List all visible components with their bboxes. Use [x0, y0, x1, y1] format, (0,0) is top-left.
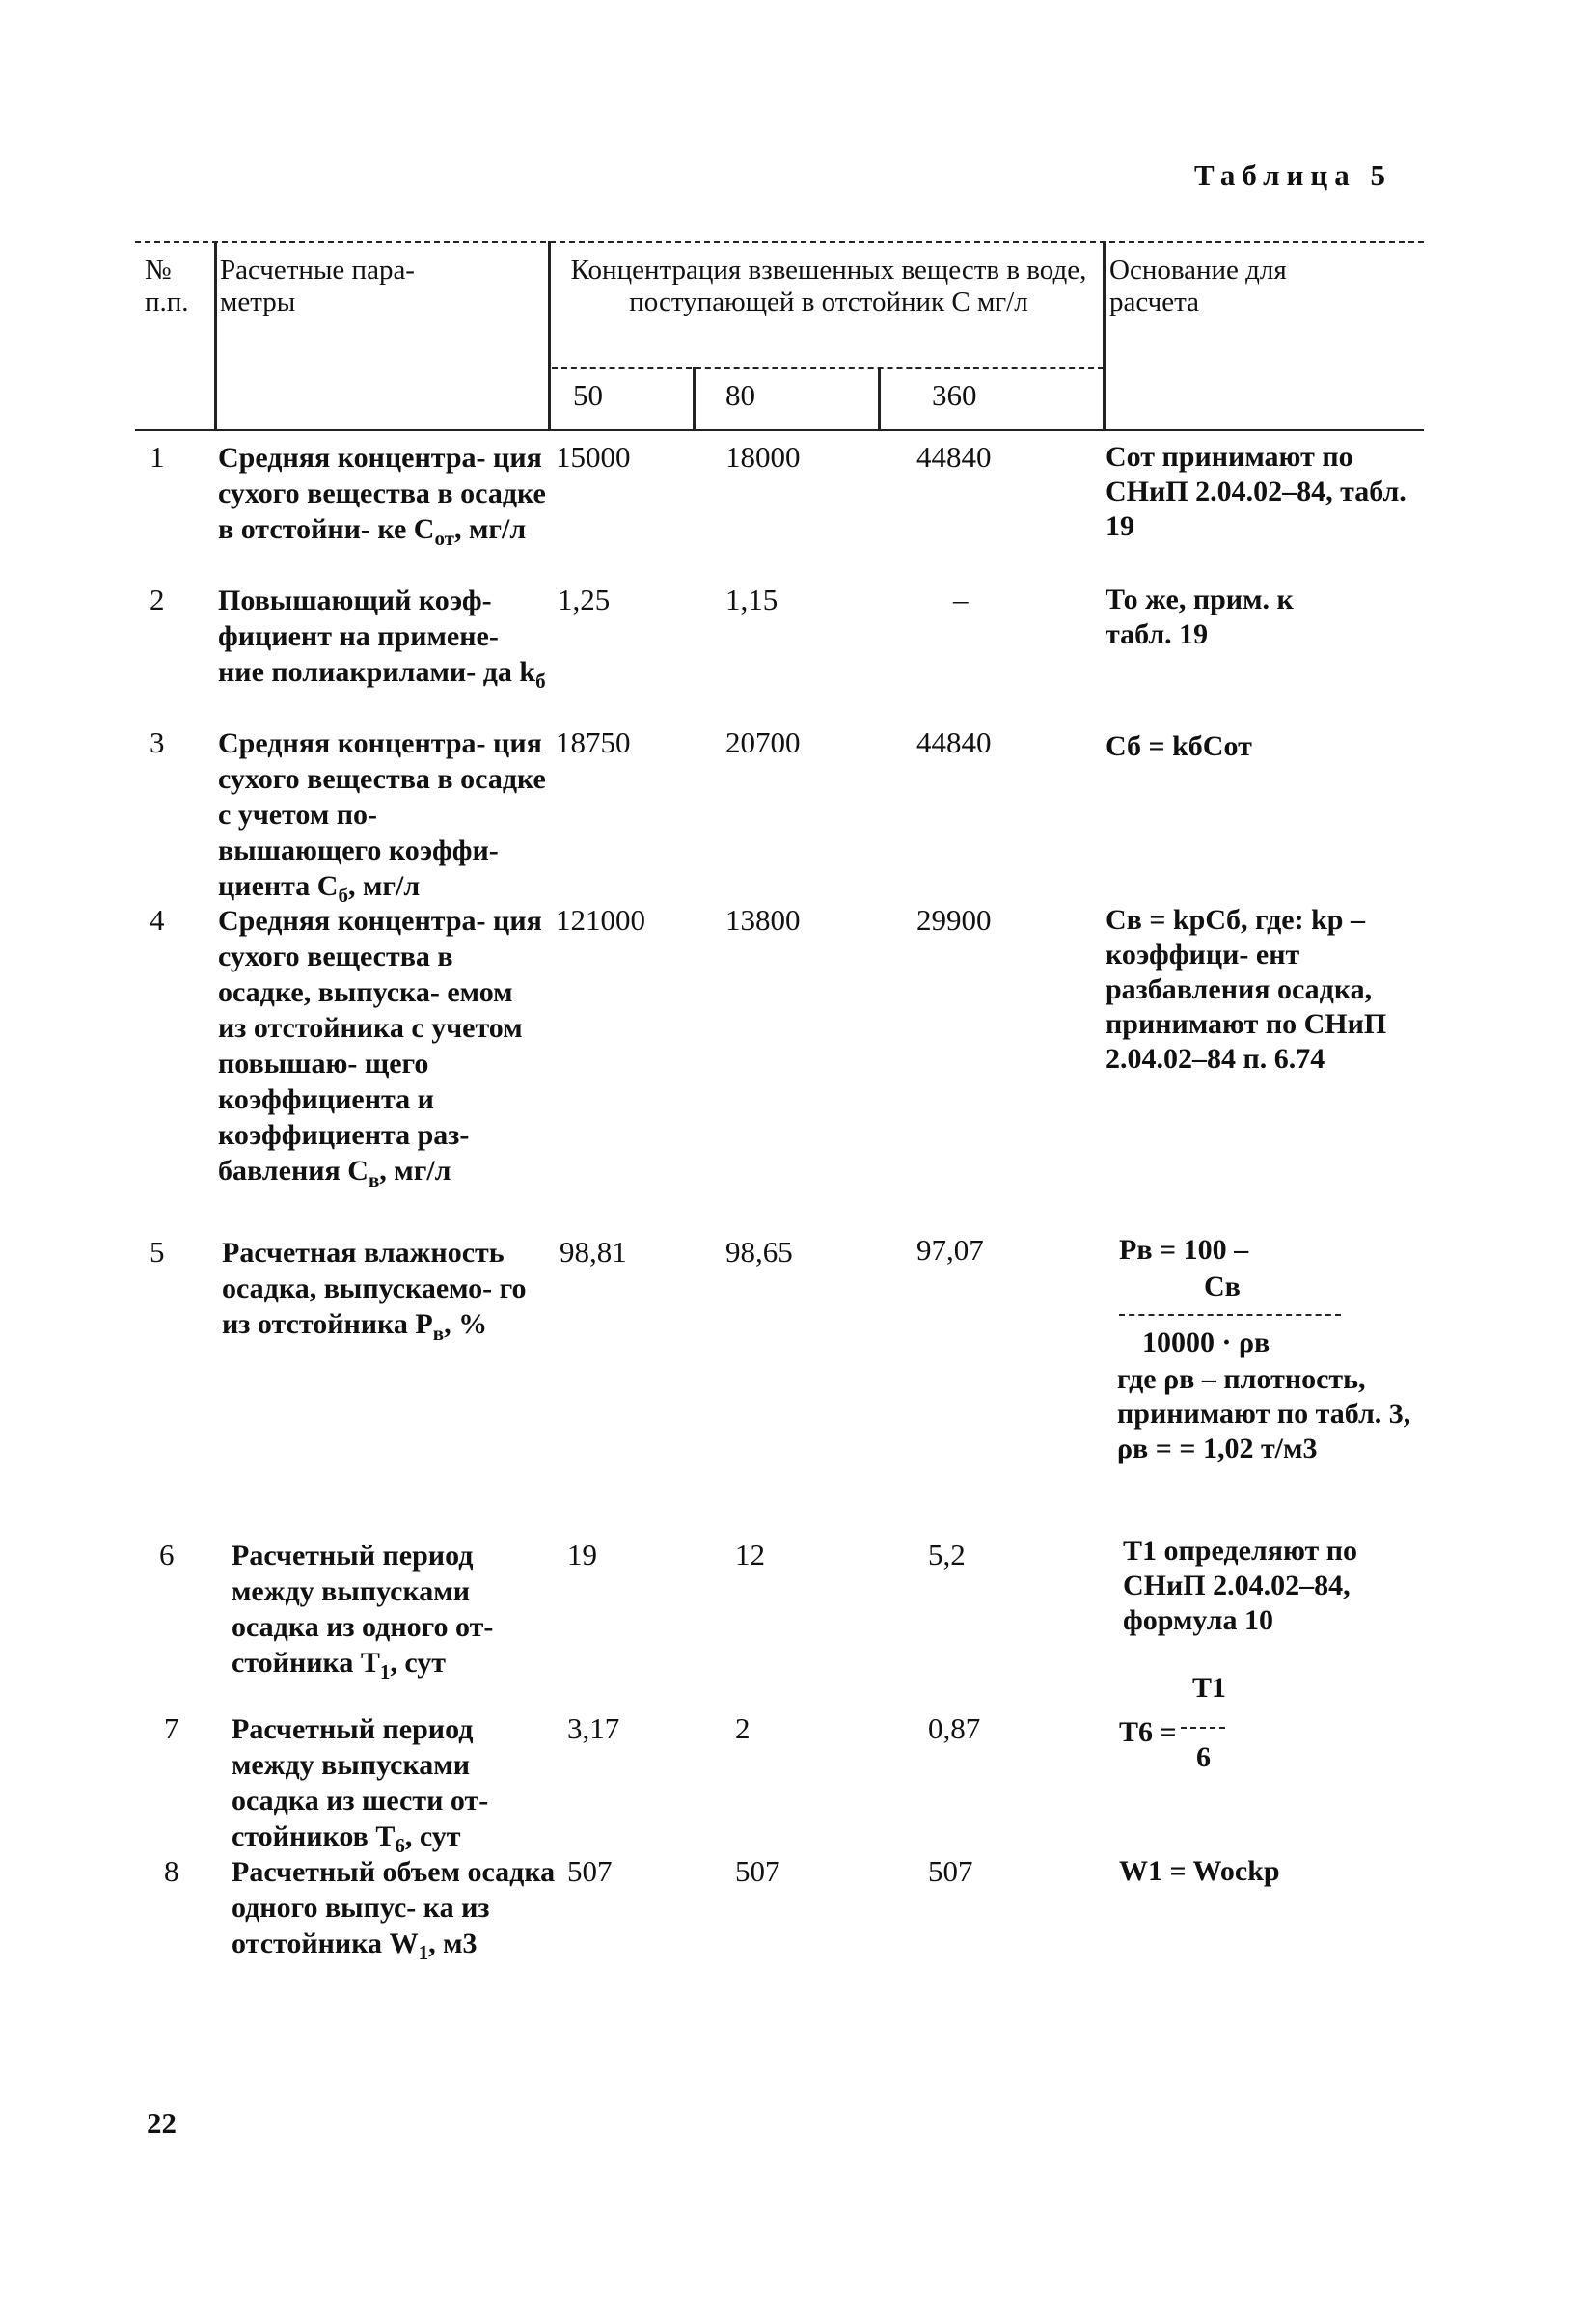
row-1-value-360: 44840 — [916, 440, 992, 474]
col-divider-4 — [878, 367, 881, 431]
row-6-param: Расчетный период между выпусками осадка из одного от- стойника $Т_1$, сут — [232, 1540, 494, 1683]
row-4-value-50: 121000 — [556, 903, 645, 937]
row-5-fraction-bar — [1119, 1314, 1341, 1316]
header-conc-80: 80 — [725, 378, 755, 412]
row-7-value-50: 3,17 — [567, 1711, 620, 1745]
row-3-param: Средняя концентра- ция сухого вещества в осадке с учетом по- вышающего коэффи- циента $С_б$, мг/л — [218, 727, 546, 907]
row-7-param: Расчетный период между выпусками осадка из шести от- стойников $Т_6$, сут — [232, 1713, 489, 1857]
col-divider-3 — [693, 367, 696, 431]
row-8-value-360: 507 — [928, 1854, 973, 1888]
row-6-value-80: 12 — [735, 1538, 765, 1572]
row-2-basis: То же, прим. к табл. 19 — [1106, 584, 1294, 650]
row-5-basis-formula: Рв = 100 – — [1119, 1234, 1249, 1266]
row-6-basis: Т1 определяют по СНиП 2.04.02–84, формула 10 — [1123, 1535, 1358, 1636]
header-concentration: Концентрация взвешенных веществ в воде, поступающей в отстойник С мг/л — [570, 255, 1087, 317]
row-5-value-360: 97,07 — [916, 1233, 984, 1267]
row-6-no: 6 — [159, 1538, 175, 1572]
row-2-no: 2 — [150, 583, 165, 616]
row-8-param: Расчетный объем осадка одного выпус- ка из отстойника $W_1$, м3 — [232, 1856, 556, 1964]
row-5-param: Расчетная влажность осадка, выпускаемо- го из отстойника $Р_в$, % — [222, 1237, 527, 1345]
row-4-value-80: 13800 — [725, 903, 801, 937]
row-7-basis-denominator: 6 — [1196, 1741, 1211, 1773]
row-1-value-50: 15000 — [556, 440, 631, 474]
row-7-no: 7 — [164, 1711, 179, 1745]
row-1-basis: Сот принимают по СНиП 2.04.02–84, табл. 19 — [1106, 441, 1406, 542]
header-param: Расчетные пара- метры — [220, 255, 415, 317]
row-1-value-80: 18000 — [725, 440, 801, 474]
row-4-value-360: 29900 — [916, 903, 992, 937]
row-5-no: 5 — [150, 1235, 165, 1269]
row-6-value-360: 5,2 — [928, 1538, 966, 1572]
table-title: Таблица 5 — [1194, 158, 1392, 192]
row-3-value-80: 20700 — [725, 725, 801, 759]
row-3-basis: Сб = kбСот — [1106, 730, 1252, 762]
row-3-no: 3 — [150, 725, 165, 759]
row-5-basis-note: где ρв – плотность, принимают по табл. 3, ρв = = 1,02 т/м3 — [1117, 1363, 1411, 1464]
row-4-basis: Св = kрCб, где: kр – коэффици- ент разбавления осадка, принимают по СНиП 2.04.02–84 п. 6.74 — [1106, 904, 1387, 1075]
row-7-basis-lhs: Т6 = — [1119, 1716, 1177, 1748]
header-conc-360: 360 — [932, 378, 977, 412]
subheader-rule — [552, 367, 1104, 369]
row-6-value-50: 19 — [567, 1538, 597, 1572]
header-basis: Основание для расчета — [1109, 255, 1287, 317]
row-8-value-50: 507 — [567, 1854, 613, 1888]
row-3-value-360: 44840 — [916, 725, 992, 759]
page-number: 22 — [147, 2106, 177, 2140]
row-5-value-80: 98,65 — [725, 1235, 793, 1269]
row-2-param: Повышающий коэф- фициент на примене- ние полиакрилами- да $k_б$ — [218, 585, 546, 693]
header-bottom-rule — [135, 429, 1424, 431]
row-7-value-80: 2 — [735, 1711, 751, 1745]
row-2-value-360: – — [953, 583, 969, 616]
row-2-value-80: 1,15 — [725, 583, 778, 616]
col-divider-1 — [214, 241, 217, 431]
header-conc-50: 50 — [573, 378, 603, 412]
row-5-basis-numerator: Св — [1204, 1271, 1241, 1302]
row-5-basis-denominator: 10000 · ρв — [1142, 1326, 1270, 1358]
table-top-rule — [135, 241, 1424, 243]
row-4-no: 4 — [150, 903, 165, 937]
col-divider-2 — [548, 241, 551, 431]
row-3-value-50: 18750 — [556, 725, 631, 759]
row-5-value-50: 98,81 — [560, 1235, 627, 1269]
row-4-param: Средняя концентра- ция сухого вещества в осадке, выпуска- емом из отстойника с учетом повышаю- щего коэффициента и коэффициента раз- бавления $С_в$, мг/л — [218, 905, 542, 1191]
row-8-no: 8 — [164, 1854, 179, 1888]
row-8-basis: W1 = Wockp — [1119, 1855, 1280, 1887]
row-8-value-80: 507 — [735, 1854, 780, 1888]
row-1-param: Средняя концентра- ция сухого вещества в осадке в отстойни- ке $С_{от}$, мг/л — [218, 442, 546, 550]
row-2-value-50: 1,25 — [558, 583, 611, 616]
row-7-basis-numerator: Т1 — [1192, 1672, 1227, 1704]
header-no: № п.п. — [145, 255, 189, 317]
row-7-value-360: 0,87 — [928, 1711, 981, 1745]
row-1-no: 1 — [150, 440, 165, 474]
row-7-fraction-bar — [1181, 1727, 1225, 1729]
